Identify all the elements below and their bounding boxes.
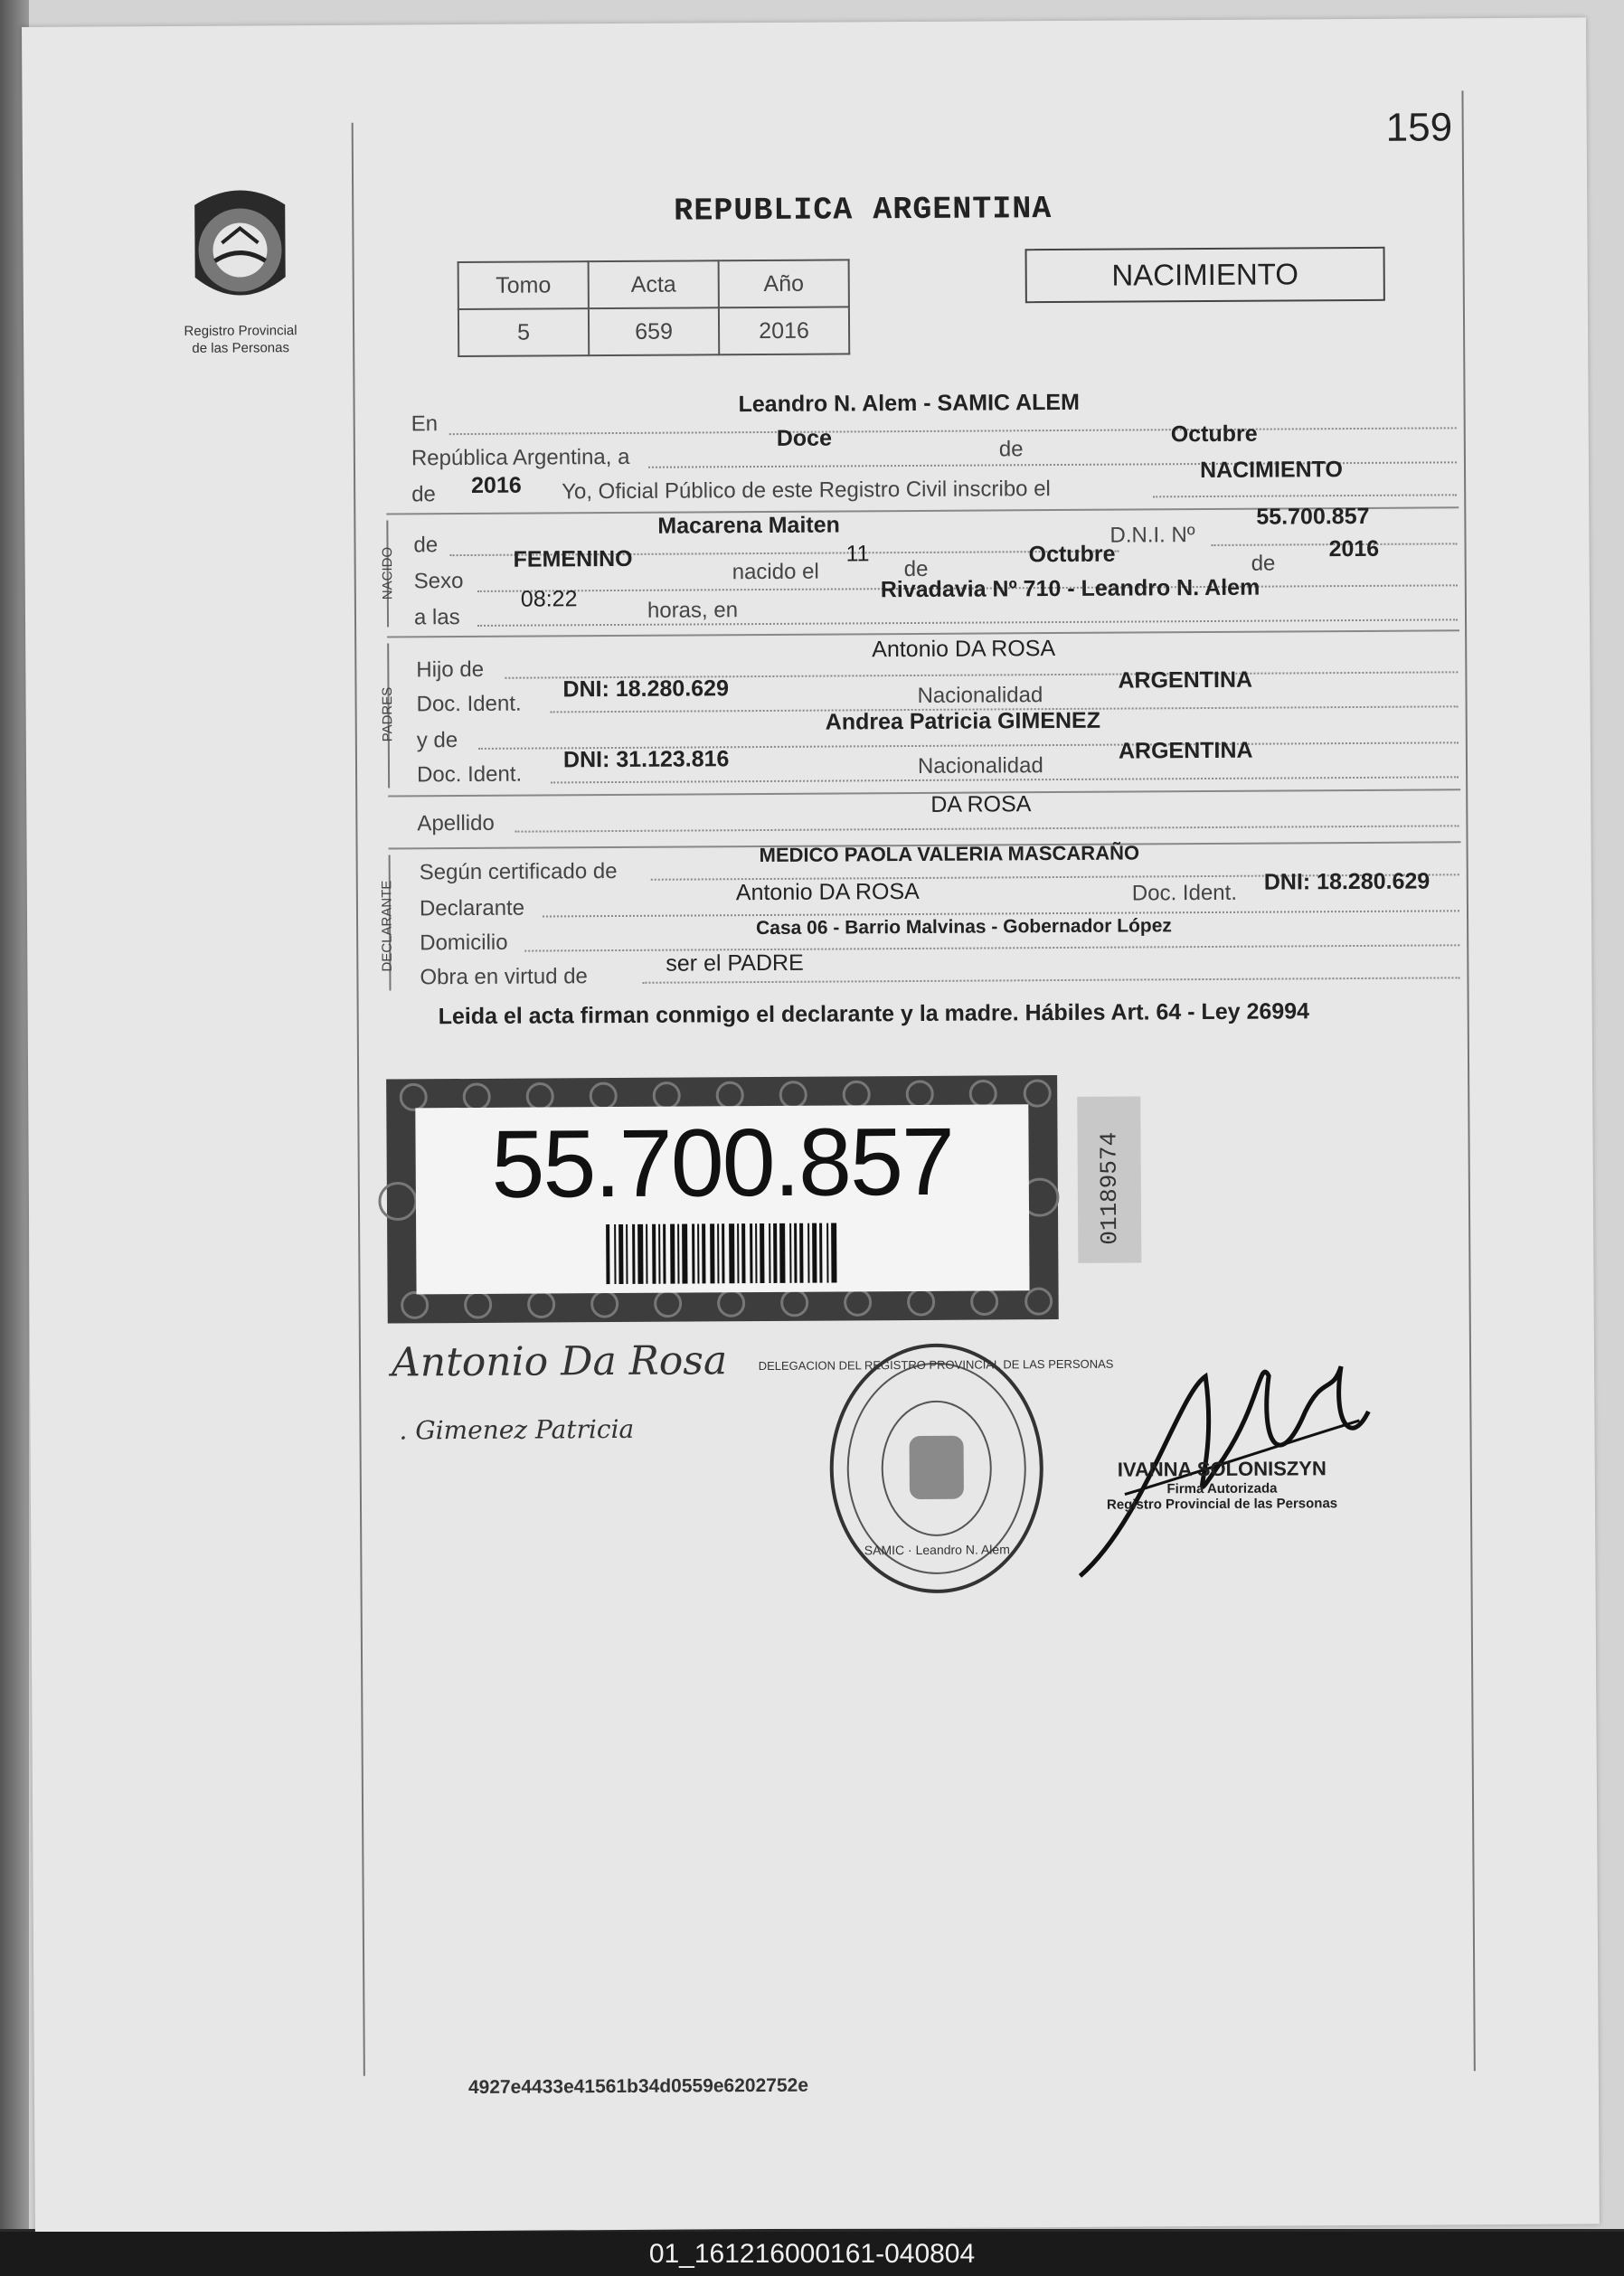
en-line [449, 427, 1457, 435]
en-label: En [411, 411, 439, 437]
republica-label: República Argentina, a [411, 444, 630, 471]
stamp-ring-text: DELEGACION DEL REGISTRO PROVINCIAL DE LAS PERSONAS [758, 1356, 1114, 1374]
father-signature: Antonio Da Rosa [391, 1337, 728, 1386]
barcode-bar [729, 1223, 734, 1283]
a-las-label: a las [413, 605, 460, 630]
nacido-de-label: de [413, 533, 439, 558]
barcode-bar [658, 1224, 660, 1284]
sexo-value: FEMENINO [513, 545, 633, 572]
obra-value: ser el PADRE [666, 949, 804, 977]
certificado-value: MEDICO PAOLA VALERIA MASCARAÑO [759, 841, 1140, 867]
birth-de-label: de [903, 556, 929, 582]
scan-footer-id: 01_161216000161-040804 [0, 2232, 1624, 2276]
declarante-doc: DNI: 18.280.629 [1263, 868, 1430, 895]
official-block [1107, 1457, 1337, 1513]
mother-doc-label: Doc. Ident. [416, 761, 523, 788]
official-name: IVANNA SOLONISZYN [1117, 1457, 1327, 1481]
barcode-bar [750, 1223, 752, 1283]
barcode-bar [652, 1224, 656, 1284]
child-dni: 55.700.857 [1256, 503, 1370, 530]
barcode-bar [755, 1223, 757, 1283]
logo-caption-line1: Registro Provincial [184, 323, 297, 339]
official-office: Registro Provincial de las Personas [1106, 1496, 1338, 1513]
sticker-label [415, 1104, 1029, 1294]
year-value: 2016 [471, 472, 522, 498]
dni-label: D.N.I. Nº [1109, 523, 1195, 548]
stamp-inner-text: SAMIC · Leandro N. Alem [864, 1542, 1010, 1558]
de-label-2: de [411, 482, 436, 507]
barcode-bar [831, 1223, 836, 1283]
section-separator-3 [388, 789, 1460, 797]
hijo-de-label: Hijo de [416, 656, 485, 683]
barcode-bar [663, 1224, 666, 1284]
barcode-bar [692, 1223, 694, 1283]
barcode-bar [741, 1223, 745, 1283]
barcode-bar [717, 1223, 719, 1283]
barcode-bar [760, 1223, 764, 1283]
horas-label: horas, en [647, 598, 739, 623]
mother-nationality: ARGENTINA [1118, 737, 1253, 764]
barcode-bar [626, 1224, 628, 1284]
nacido-section-label: NACIDO [380, 546, 396, 600]
page-number: 159 [1385, 105, 1453, 150]
registry-value-ano: 2016 [719, 307, 849, 354]
birth-de-label-2: de [1251, 551, 1276, 576]
father-nationality: ARGENTINA [1118, 666, 1253, 694]
barcode-bar [722, 1223, 724, 1283]
de-label-1: de [998, 437, 1024, 462]
barcode-bar [789, 1223, 791, 1283]
barcode-icon [606, 1223, 839, 1285]
registry-table [458, 259, 851, 357]
barcode-bar [614, 1224, 616, 1284]
logo-caption-line2: de las Personas [192, 340, 290, 356]
barcode-bar [807, 1223, 809, 1283]
y-de-label: y de [416, 728, 458, 753]
registry-header-ano: Año [719, 260, 849, 307]
sexo-label: Sexo [413, 569, 464, 594]
barcode-bar [826, 1223, 828, 1283]
certificado-label: Según certificado de [419, 858, 618, 885]
dni-sticker [386, 1075, 1059, 1324]
barcode-bar [697, 1223, 699, 1283]
mother-signature: . Gimenez Patricia [399, 1413, 635, 1446]
barcode-bar [819, 1223, 822, 1283]
father-nationality-label: Nacionalidad [917, 683, 1043, 708]
declarante-section-label: DECLARANTE [379, 880, 395, 972]
declarante-label: Declarante [419, 895, 525, 921]
barcode-bar [637, 1224, 643, 1284]
mother-doc: DNI: 31.123.816 [562, 746, 730, 773]
registry-value-tomo: 5 [458, 308, 589, 356]
barcode-bar [677, 1224, 679, 1284]
barcode-bar [737, 1223, 739, 1283]
barcode-bar [646, 1224, 647, 1284]
apellido-line [515, 825, 1459, 832]
registry-value-acta: 659 [589, 307, 719, 355]
document-title: REPUBLICA ARGENTINA [674, 191, 1053, 230]
barcode-bar [799, 1223, 803, 1283]
event-value: NACIMIENTO [1199, 457, 1343, 484]
barcode-bar [682, 1224, 687, 1284]
apellido-value: DA ROSA [930, 791, 1032, 817]
barcode-bar [769, 1223, 770, 1283]
inscribo-line [1153, 494, 1457, 497]
closing-text: Leida el acta firman conmigo el declarante y la madre. Hábiles Art. 64 - Ley 26994 [438, 998, 1310, 1030]
registry-header-acta: Acta [589, 260, 719, 308]
birth-day: 11 [845, 541, 870, 567]
obra-label: Obra en virtud de [420, 964, 588, 990]
left-margin-rule [352, 123, 365, 2076]
child-name: Macarena Maiten [657, 512, 840, 539]
birth-time: 08:22 [520, 586, 578, 612]
document-hash: 4927e4433e41561b34d0559e6202752e [467, 2074, 809, 2099]
domicilio-label: Domicilio [420, 930, 508, 956]
declarante-name: Antonio DA ROSA [735, 878, 920, 906]
barcode-bar [618, 1224, 623, 1284]
inscribo-label: Yo, Oficial Público de este Registro Civil inscribo el [562, 477, 1051, 505]
official-title: Firma Autorizada [1166, 1480, 1278, 1497]
father-doc: DNI: 18.280.629 [562, 675, 730, 703]
birth-year: 2016 [1328, 535, 1380, 562]
province-logo [167, 177, 313, 357]
apellido-label: Apellido [417, 810, 495, 836]
record-type-box: NACIMIENTO [1025, 247, 1385, 303]
certificate-page [22, 17, 1600, 2234]
barcode-bar [632, 1224, 635, 1284]
mother-name: Andrea Patricia GIMENEZ [825, 707, 1101, 735]
day-value: Doce [776, 425, 833, 451]
domicilio-value: Casa 06 - Barrio Malvinas - Gobernador López [756, 915, 1172, 940]
province-seal-icon [167, 177, 313, 323]
padres-section-label: PADRES [379, 686, 396, 742]
month-value: Octubre [1170, 420, 1258, 448]
right-margin-rule [1461, 90, 1475, 2071]
barcode-bar [710, 1223, 714, 1283]
barcode-bar [702, 1223, 705, 1283]
barcode-bar [773, 1223, 777, 1283]
place-value: Leandro N. Alem - SAMIC ALEM [738, 389, 1080, 418]
registry-header-tomo: Tomo [458, 261, 589, 309]
registry-stamp [758, 1332, 1114, 1605]
horas-line [477, 619, 1458, 627]
father-name: Antonio DA ROSA [872, 636, 1056, 663]
birth-month: Octubre [1028, 541, 1116, 568]
declarante-doc-label: Doc. Ident. [1131, 880, 1238, 906]
sticker-dni-number: 55.700.857 [491, 1108, 954, 1218]
barcode-bar [812, 1223, 817, 1283]
father-doc-label: Doc. Ident. [416, 691, 522, 717]
mother-nationality-label: Nacionalidad [917, 753, 1043, 779]
nacido-el-label: nacido el [732, 559, 819, 585]
barcode-bar [794, 1223, 797, 1283]
birth-place: Rivadavia Nº 710 - Leandro N. Alem [880, 574, 1260, 603]
barcode-bar [670, 1224, 675, 1284]
barcode-bar [779, 1223, 785, 1283]
obra-line [642, 977, 1459, 984]
sticker-serial: 01189574 [1095, 1131, 1124, 1245]
barcode-bar [606, 1224, 609, 1284]
